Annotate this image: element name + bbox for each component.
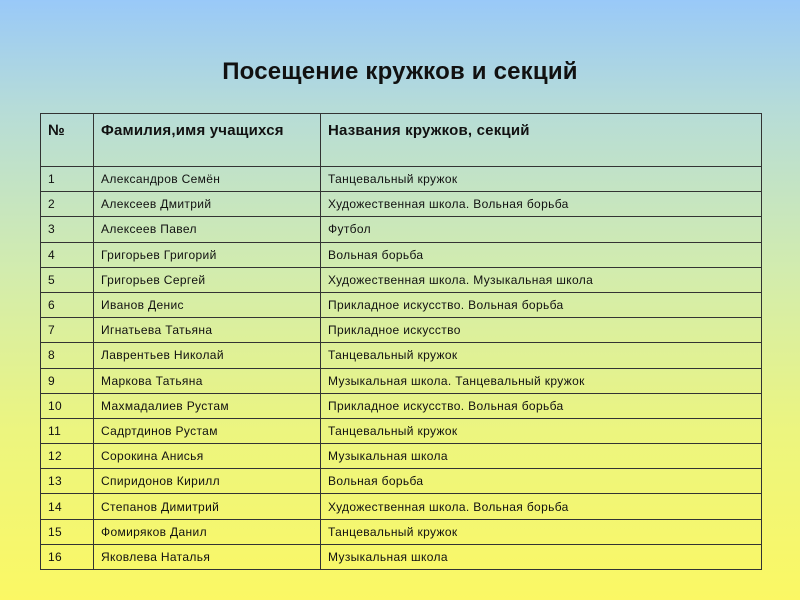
student-name: Фомиряков Данил [94,519,321,544]
table-row [41,494,762,519]
row-number: 11 [41,418,94,443]
student-name: Махмадалиев Рустам [94,393,321,418]
row-number: 14 [41,494,94,519]
student-name: Григорьев Сергей [94,267,321,292]
row-number: 12 [41,444,94,469]
row-number: 9 [41,368,94,393]
student-name: Александров Семён [94,167,321,192]
club-names: Музыкальная школа. Танцевальный кружок [321,368,762,393]
student-name: Спиридонов Кирилл [94,469,321,494]
header-number: № [41,114,94,167]
student-name: Григорьев Григорий [94,242,321,267]
club-names: Прикладное искусство [321,318,762,343]
table-row [41,217,762,242]
page-title: Посещение кружков и секций [222,58,578,85]
club-names: Танцевальный кружок [321,519,762,544]
attendance-table [40,113,762,570]
club-names: Вольная борьба [321,469,762,494]
club-names: Музыкальная школа [321,444,762,469]
student-name: Алексеев Дмитрий [94,192,321,217]
club-names: Музыкальная школа [321,544,762,569]
student-name: Маркова Татьяна [94,368,321,393]
club-names: Танцевальный кружок [321,418,762,443]
student-name: Игнатьева Татьяна [94,318,321,343]
row-number: 7 [41,318,94,343]
table-row [41,242,762,267]
club-names: Вольная борьба [321,242,762,267]
row-number: 2 [41,192,94,217]
header-student-name: Фамилия,имя учащихся [94,114,321,167]
table-row [41,267,762,292]
club-names: Художественная школа. Музыкальная школа [321,267,762,292]
row-number: 1 [41,167,94,192]
table-row [41,393,762,418]
table-row [41,318,762,343]
row-number: 15 [41,519,94,544]
club-names: Художественная школа. Вольная борьба [321,192,762,217]
table-row [41,192,762,217]
student-name: Алексеев Павел [94,217,321,242]
table-row [41,418,762,443]
table-row [41,544,762,569]
table-row [41,167,762,192]
student-name: Иванов Денис [94,292,321,317]
student-name: Садртдинов Рустам [94,418,321,443]
row-number: 16 [41,544,94,569]
club-names: Танцевальный кружок [321,167,762,192]
club-names: Танцевальный кружок [321,343,762,368]
table-row [41,519,762,544]
row-number: 13 [41,469,94,494]
row-number: 5 [41,267,94,292]
table-row [41,469,762,494]
table-row [41,368,762,393]
table-header-row [41,114,762,167]
club-names: Прикладное искусство. Вольная борьба [321,393,762,418]
row-number: 3 [41,217,94,242]
club-names: Художественная школа. Вольная борьба [321,494,762,519]
table-row [41,343,762,368]
row-number: 6 [41,292,94,317]
row-number: 4 [41,242,94,267]
row-number: 10 [41,393,94,418]
student-name: Яковлева Наталья [94,544,321,569]
table-row [41,444,762,469]
student-name: Лаврентьев Николай [94,343,321,368]
header-club-names: Названия кружков, секций [321,114,762,167]
row-number: 8 [41,343,94,368]
student-name: Степанов Димитрий [94,494,321,519]
club-names: Прикладное искусство. Вольная борьба [321,292,762,317]
club-names: Футбол [321,217,762,242]
student-name: Сорокина Анисья [94,444,321,469]
table-row [41,292,762,317]
